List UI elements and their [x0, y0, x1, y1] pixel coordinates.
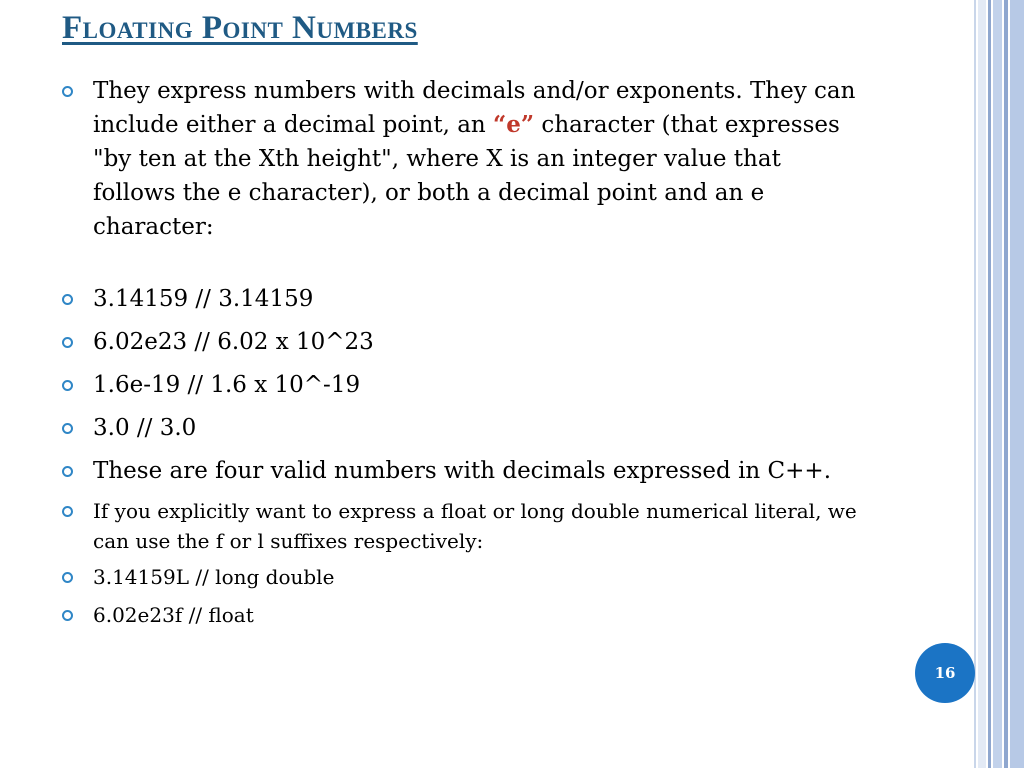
stripe	[974, 0, 976, 768]
slide-title: Floating Point Numbers	[62, 10, 418, 46]
bullet-icon	[62, 337, 73, 348]
bullet-icon	[62, 506, 73, 517]
example-text: 3.14159 // 3.14159	[93, 286, 314, 312]
bullet-item-suffix-note	[62, 496, 862, 556]
bullet-icon	[62, 423, 73, 434]
bullet-icon	[62, 294, 73, 305]
bullet-icon	[62, 86, 73, 97]
slide-body	[62, 74, 862, 630]
suffix-note-text: If you explicitly want to express a float or long double numerical literal, we can use the f or l suffixes respectively:	[93, 499, 857, 553]
bullet-item-suffix-example	[62, 600, 862, 630]
decorative-stripes	[974, 0, 1024, 768]
intro-highlight: “e”	[493, 111, 535, 138]
bullet-item-intro	[62, 74, 862, 244]
example-text: 3.0 // 3.0	[93, 415, 197, 441]
bullet-icon	[62, 466, 73, 477]
bullet-item-example	[62, 411, 862, 445]
suffix-example-text: 3.14159L // long double	[93, 565, 335, 589]
example-text: 6.02e23 // 6.02 x 10^23	[93, 329, 374, 355]
stripe	[988, 0, 991, 768]
stripe	[978, 0, 986, 768]
bullet-icon	[62, 610, 73, 621]
example-text: 1.6e-19 // 1.6 x 10^-19	[93, 372, 361, 398]
bullet-icon	[62, 572, 73, 583]
bullet-item-example	[62, 325, 862, 359]
stripe	[1010, 0, 1024, 768]
bullet-item-summary	[62, 454, 862, 488]
suffix-example-text: 6.02e23f // float	[93, 603, 254, 627]
bullet-item-suffix-example	[62, 562, 862, 592]
intro-text-after: character (that expresses "by ten at the Xth height", where X is an integer value that follows the e character), or both a decimal point and an e character:	[93, 112, 840, 240]
bullet-item-example	[62, 282, 862, 316]
page-number-badge: 16	[915, 643, 975, 703]
bullet-icon	[62, 380, 73, 391]
bullet-item-example	[62, 368, 862, 402]
summary-text: These are four valid numbers with decimals expressed in C++.	[93, 458, 831, 484]
intro-text-before: They express numbers with decimals and/or exponents. They can include either a decimal point, an	[93, 78, 856, 138]
stripe	[993, 0, 1002, 768]
stripe	[1004, 0, 1008, 768]
